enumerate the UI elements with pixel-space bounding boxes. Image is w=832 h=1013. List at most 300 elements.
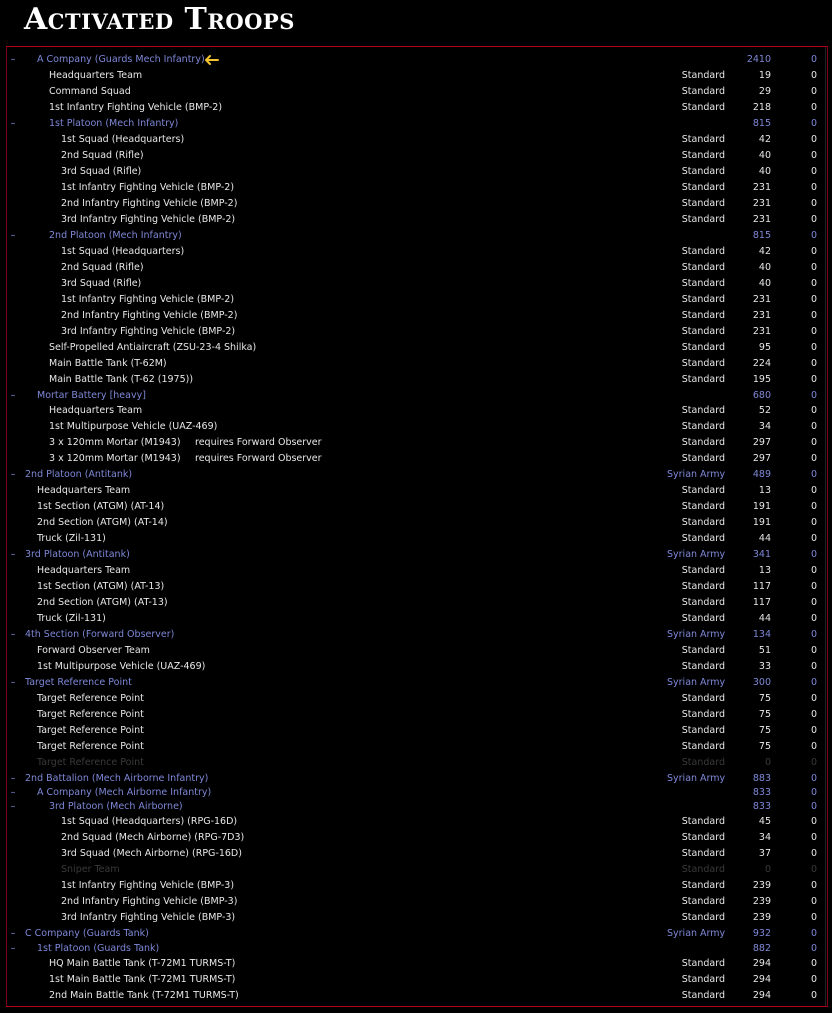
unit-row[interactable] bbox=[7, 579, 827, 595]
collapse-toggle[interactable]: – bbox=[10, 549, 16, 560]
row-points: 40 bbox=[758, 262, 771, 273]
row-points: 231 bbox=[752, 182, 771, 193]
row-extra: 0 bbox=[810, 262, 817, 273]
row-points: 13 bbox=[758, 485, 771, 496]
collapse-toggle[interactable]: – bbox=[10, 772, 16, 784]
row-points: 489 bbox=[752, 469, 771, 480]
collapse-toggle[interactable]: – bbox=[10, 389, 16, 401]
row-label: 2nd Platoon (Mech Infantry) bbox=[49, 230, 182, 241]
row-status: Standard bbox=[681, 134, 725, 145]
unit-row[interactable] bbox=[7, 515, 827, 531]
group-row[interactable] bbox=[7, 467, 827, 483]
row-status: Syrian Army bbox=[667, 628, 726, 640]
row-points: 40 bbox=[758, 278, 771, 289]
row-label: Forward Observer Team bbox=[37, 644, 150, 656]
row-extra: 0 bbox=[810, 246, 817, 257]
row-extra: 0 bbox=[810, 134, 817, 145]
row-status: Standard bbox=[681, 310, 725, 321]
unit-row[interactable] bbox=[7, 84, 827, 100]
troops-panel bbox=[6, 46, 828, 1007]
row-label: 1st Main Battle Tank (T-72M1 TURMS-T) bbox=[49, 973, 236, 985]
unit-row[interactable] bbox=[7, 878, 827, 894]
row-extra: 0 bbox=[810, 214, 817, 225]
row-points: 239 bbox=[752, 911, 771, 923]
collapse-toggle[interactable]: – bbox=[10, 800, 16, 812]
row-status: Standard bbox=[681, 182, 725, 193]
row-extra: 0 bbox=[810, 879, 817, 891]
unit-row[interactable] bbox=[7, 340, 827, 356]
unit-row[interactable] bbox=[7, 180, 827, 196]
unit-row[interactable] bbox=[7, 643, 827, 659]
row-extra: 0 bbox=[810, 676, 817, 688]
unit-row[interactable] bbox=[7, 483, 827, 499]
row-points: 297 bbox=[752, 437, 771, 448]
row-status: Standard bbox=[681, 437, 725, 448]
row-extra: 0 bbox=[810, 895, 817, 907]
row-points: 231 bbox=[752, 310, 771, 321]
group-row[interactable] bbox=[7, 926, 827, 941]
row-status: Standard bbox=[681, 708, 725, 720]
row-extra: 0 bbox=[810, 198, 817, 209]
row-label: 2nd Infantry Fighting Vehicle (BMP-2) bbox=[61, 310, 238, 321]
unit-row[interactable] bbox=[7, 862, 827, 878]
row-status: Standard bbox=[681, 405, 725, 416]
row-extra: 0 bbox=[810, 453, 817, 464]
row-extra: 0 bbox=[810, 549, 817, 560]
row-status: Standard bbox=[681, 644, 725, 656]
row-extra: 0 bbox=[810, 847, 817, 859]
row-status: Standard bbox=[681, 565, 725, 576]
row-status: Standard bbox=[681, 214, 725, 225]
group-row[interactable] bbox=[7, 388, 827, 404]
row-points: 0 bbox=[764, 863, 771, 875]
row-extra: 0 bbox=[810, 278, 817, 289]
row-label: Target Reference Point bbox=[37, 708, 144, 720]
row-points: 75 bbox=[758, 740, 771, 752]
row-label: Headquarters Team bbox=[37, 485, 131, 496]
row-points: 932 bbox=[752, 927, 771, 939]
row-extra: 0 bbox=[810, 294, 817, 305]
unit-row[interactable] bbox=[7, 419, 827, 435]
row-extra: 0 bbox=[810, 708, 817, 720]
row-extra: 0 bbox=[810, 373, 817, 385]
row-status: Standard bbox=[681, 581, 725, 592]
group-row[interactable] bbox=[7, 52, 827, 68]
row-points: 882 bbox=[752, 942, 771, 954]
row-status: Standard bbox=[681, 326, 725, 337]
row-label: 2nd Squad (Rifle) bbox=[61, 150, 144, 161]
row-points: 42 bbox=[758, 246, 771, 257]
row-extra: 0 bbox=[810, 54, 817, 65]
unit-row[interactable] bbox=[7, 659, 827, 675]
collapse-toggle[interactable]: – bbox=[10, 230, 16, 241]
unit-row[interactable] bbox=[7, 972, 827, 988]
unit-row[interactable] bbox=[7, 814, 827, 830]
row-points: 297 bbox=[752, 453, 771, 464]
row-points: 42 bbox=[758, 134, 771, 145]
row-label: 2nd Main Battle Tank (T-72M1 TURMS-T) bbox=[49, 989, 239, 1001]
row-status: Syrian Army bbox=[667, 676, 726, 688]
row-points: 218 bbox=[752, 102, 771, 113]
row-status: Standard bbox=[681, 957, 725, 969]
group-row[interactable] bbox=[7, 771, 827, 786]
row-status: Standard bbox=[681, 815, 725, 827]
row-points: 815 bbox=[752, 118, 771, 129]
row-status: Standard bbox=[681, 863, 725, 875]
row-points: 2410 bbox=[746, 54, 771, 65]
row-extra: 0 bbox=[810, 660, 817, 672]
unit-row[interactable] bbox=[7, 739, 827, 755]
row-points: 34 bbox=[758, 421, 771, 432]
row-label: 1st Infantry Fighting Vehicle (BMP-3) bbox=[61, 879, 235, 891]
unit-row[interactable] bbox=[7, 451, 827, 467]
troop-list bbox=[7, 52, 827, 1004]
collapse-toggle[interactable]: – bbox=[10, 927, 16, 939]
unit-row[interactable] bbox=[7, 988, 827, 1004]
row-extra: 0 bbox=[810, 501, 817, 512]
group-row[interactable] bbox=[7, 547, 827, 563]
row-extra: 0 bbox=[810, 230, 817, 241]
row-label: 1st Infantry Fighting Vehicle (BMP-2) bbox=[61, 182, 235, 193]
row-extra: 0 bbox=[810, 786, 817, 798]
row-points: 294 bbox=[752, 973, 771, 985]
row-status: Standard bbox=[681, 597, 725, 608]
row-extra: 0 bbox=[810, 957, 817, 969]
row-points: 117 bbox=[752, 581, 771, 592]
row-extra: 0 bbox=[810, 973, 817, 985]
row-points: 231 bbox=[752, 214, 771, 225]
row-points: 0 bbox=[764, 756, 771, 768]
row-label: 3rd Squad (Mech Airborne) (RPG-16D) bbox=[61, 847, 242, 859]
row-status: Standard bbox=[681, 831, 725, 843]
row-extra: 0 bbox=[810, 815, 817, 827]
row-status: Standard bbox=[681, 262, 725, 273]
row-label: 3rd Platoon (Antitank) bbox=[25, 549, 130, 560]
group-row[interactable] bbox=[7, 675, 827, 691]
row-label: Target Reference Point bbox=[25, 676, 132, 688]
row-label: 3rd Squad (Rifle) bbox=[61, 278, 142, 289]
row-extra: 0 bbox=[810, 581, 817, 592]
row-label: Command Squad bbox=[49, 86, 131, 97]
row-extra: 0 bbox=[810, 942, 817, 954]
row-label: 1st Squad (Headquarters) bbox=[61, 134, 185, 145]
row-extra: 0 bbox=[810, 389, 817, 401]
row-note: requires Forward Observer bbox=[195, 453, 322, 464]
unit-row[interactable] bbox=[7, 611, 827, 627]
row-status: Standard bbox=[681, 342, 725, 353]
collapse-toggle[interactable]: – bbox=[10, 786, 16, 798]
group-row[interactable] bbox=[7, 800, 827, 814]
row-label: 1st Section (ATGM) (AT-14) bbox=[37, 501, 165, 512]
row-points: 40 bbox=[758, 166, 771, 177]
row-extra: 0 bbox=[810, 597, 817, 608]
row-label: 3rd Infantry Fighting Vehicle (BMP-2) bbox=[61, 326, 236, 337]
unit-row[interactable] bbox=[7, 435, 827, 451]
row-extra: 0 bbox=[810, 628, 817, 640]
row-status: Standard bbox=[681, 501, 725, 512]
row-status: Standard bbox=[681, 613, 725, 624]
row-extra: 0 bbox=[810, 421, 817, 432]
unit-row[interactable] bbox=[7, 356, 827, 372]
row-points: 231 bbox=[752, 198, 771, 209]
row-status: Syrian Army bbox=[667, 469, 726, 480]
row-label: Truck (Zil-131) bbox=[37, 613, 106, 624]
row-status: Standard bbox=[681, 724, 725, 736]
row-label: 1st Multipurpose Vehicle (UAZ-469) bbox=[49, 421, 218, 432]
row-label: 2nd Infantry Fighting Vehicle (BMP-3) bbox=[61, 895, 238, 907]
unit-row[interactable] bbox=[7, 707, 827, 723]
row-extra: 0 bbox=[810, 517, 817, 528]
row-extra: 0 bbox=[810, 863, 817, 875]
row-label: 1st Platoon (Mech Infantry) bbox=[49, 118, 179, 129]
row-extra: 0 bbox=[810, 692, 817, 704]
row-points: 239 bbox=[752, 895, 771, 907]
unit-row[interactable] bbox=[7, 68, 827, 84]
row-status: Standard bbox=[681, 70, 725, 81]
group-row[interactable] bbox=[7, 786, 827, 800]
collapse-toggle[interactable]: – bbox=[10, 469, 16, 480]
row-points: 44 bbox=[758, 533, 771, 544]
row-label: C Company (Guards Tank) bbox=[25, 927, 149, 939]
collapse-toggle[interactable]: – bbox=[10, 54, 16, 65]
row-points: 224 bbox=[752, 357, 771, 369]
unit-row[interactable] bbox=[7, 846, 827, 862]
row-extra: 0 bbox=[810, 102, 817, 113]
collapse-toggle[interactable]: – bbox=[10, 628, 16, 640]
row-status: Standard bbox=[681, 198, 725, 209]
unit-row[interactable] bbox=[7, 164, 827, 180]
row-points: 195 bbox=[752, 373, 771, 385]
row-status: Standard bbox=[681, 357, 725, 369]
row-extra: 0 bbox=[810, 800, 817, 812]
unit-row[interactable] bbox=[7, 691, 827, 707]
group-row[interactable] bbox=[7, 116, 827, 132]
row-extra: 0 bbox=[810, 740, 817, 752]
row-points: 231 bbox=[752, 326, 771, 337]
row-extra: 0 bbox=[810, 756, 817, 768]
row-points: 300 bbox=[752, 676, 771, 688]
row-status: Standard bbox=[681, 879, 725, 891]
row-extra: 0 bbox=[810, 405, 817, 416]
row-label: Mortar Battery [heavy] bbox=[37, 389, 146, 401]
row-status: Standard bbox=[681, 660, 725, 672]
row-label: HQ Main Battle Tank (T-72M1 TURMS-T) bbox=[49, 957, 236, 969]
row-label: 2nd Battalion (Mech Airborne Infantry) bbox=[25, 772, 209, 784]
arrow-left-icon bbox=[205, 55, 219, 65]
row-points: 29 bbox=[758, 86, 771, 97]
row-points: 51 bbox=[758, 644, 771, 656]
row-extra: 0 bbox=[810, 772, 817, 784]
row-points: 44 bbox=[758, 613, 771, 624]
group-row[interactable] bbox=[7, 941, 827, 956]
row-points: 239 bbox=[752, 879, 771, 891]
row-status: Standard bbox=[681, 847, 725, 859]
row-extra: 0 bbox=[810, 724, 817, 736]
row-extra: 0 bbox=[810, 310, 817, 321]
row-note: requires Forward Observer bbox=[195, 437, 322, 448]
row-points: 833 bbox=[752, 786, 771, 798]
row-points: 75 bbox=[758, 724, 771, 736]
row-label: 1st Squad (Headquarters) (RPG-16D) bbox=[61, 815, 238, 827]
row-status: Standard bbox=[681, 278, 725, 289]
row-label: 1st Platoon (Guards Tank) bbox=[37, 942, 160, 954]
unit-row[interactable] bbox=[7, 244, 827, 260]
unit-row[interactable] bbox=[7, 910, 827, 926]
row-status: Standard bbox=[681, 485, 725, 496]
row-label: 1st Infantry Fighting Vehicle (BMP-2) bbox=[49, 102, 223, 113]
row-label: 3rd Squad (Rifle) bbox=[61, 166, 142, 177]
unit-row[interactable] bbox=[7, 755, 827, 771]
unit-row[interactable] bbox=[7, 723, 827, 739]
row-extra: 0 bbox=[810, 326, 817, 337]
row-points: 37 bbox=[758, 847, 771, 859]
row-status: Standard bbox=[681, 246, 725, 257]
row-points: 191 bbox=[752, 501, 771, 512]
row-extra: 0 bbox=[810, 342, 817, 353]
row-label: Main Battle Tank (T-62M) bbox=[49, 357, 167, 369]
row-extra: 0 bbox=[810, 565, 817, 576]
row-label: 1st Infantry Fighting Vehicle (BMP-2) bbox=[61, 294, 235, 305]
row-status: Standard bbox=[681, 756, 725, 768]
row-label: 1st Squad (Headquarters) bbox=[61, 246, 185, 257]
unit-row[interactable] bbox=[7, 894, 827, 910]
collapse-toggle[interactable]: – bbox=[10, 676, 16, 688]
unit-row[interactable] bbox=[7, 196, 827, 212]
row-label: 2nd Infantry Fighting Vehicle (BMP-2) bbox=[61, 198, 238, 209]
unit-row[interactable] bbox=[7, 276, 827, 292]
row-points: 680 bbox=[752, 389, 771, 401]
row-status: Syrian Army bbox=[667, 549, 726, 560]
row-label: Truck (Zil-131) bbox=[37, 533, 106, 544]
row-label: Main Battle Tank (T-62 (1975)) bbox=[49, 373, 194, 385]
row-label: 2nd Squad (Mech Airborne) (RPG-7D3) bbox=[61, 831, 245, 843]
unit-row[interactable] bbox=[7, 956, 827, 972]
unit-row[interactable] bbox=[7, 308, 827, 324]
collapse-toggle[interactable]: – bbox=[10, 118, 16, 129]
row-status: Standard bbox=[681, 166, 725, 177]
row-status: Standard bbox=[681, 989, 725, 1001]
row-label: A Company (Guards Mech Infantry) bbox=[37, 54, 205, 65]
row-points: 75 bbox=[758, 692, 771, 704]
row-label: Headquarters Team bbox=[49, 405, 143, 416]
unit-row[interactable] bbox=[7, 499, 827, 515]
collapse-toggle[interactable]: – bbox=[10, 942, 16, 954]
row-extra: 0 bbox=[810, 357, 817, 369]
row-status: Standard bbox=[681, 692, 725, 704]
unit-row[interactable] bbox=[7, 403, 827, 419]
row-extra: 0 bbox=[810, 150, 817, 161]
row-label: 3rd Platoon (Mech Airborne) bbox=[49, 800, 183, 812]
row-status: Standard bbox=[681, 373, 725, 385]
row-extra: 0 bbox=[810, 613, 817, 624]
row-label: 2nd Platoon (Antitank) bbox=[25, 469, 133, 480]
row-extra: 0 bbox=[810, 437, 817, 448]
row-extra: 0 bbox=[810, 644, 817, 656]
row-status: Standard bbox=[681, 911, 725, 923]
row-points: 117 bbox=[752, 597, 771, 608]
row-label: 3 x 120mm Mortar (M1943) bbox=[49, 437, 181, 448]
unit-row[interactable] bbox=[7, 595, 827, 611]
row-status: Syrian Army bbox=[667, 927, 726, 939]
unit-row[interactable] bbox=[7, 531, 827, 547]
page-title: Activated Troops bbox=[24, 2, 295, 37]
unit-row[interactable] bbox=[7, 132, 827, 148]
unit-row[interactable] bbox=[7, 100, 827, 116]
row-points: 34 bbox=[758, 831, 771, 843]
unit-row[interactable] bbox=[7, 148, 827, 164]
row-label: A Company (Mech Airborne Infantry) bbox=[37, 786, 212, 798]
unit-row[interactable] bbox=[7, 563, 827, 579]
row-points: 95 bbox=[758, 342, 771, 353]
row-status: Standard bbox=[681, 453, 725, 464]
row-label: 2nd Section (ATGM) (AT-13) bbox=[37, 597, 168, 608]
unit-row[interactable] bbox=[7, 830, 827, 846]
unit-row[interactable] bbox=[7, 372, 827, 388]
row-label: 1st Multipurpose Vehicle (UAZ-469) bbox=[37, 660, 206, 672]
row-label: Headquarters Team bbox=[37, 565, 131, 576]
row-label: 3 x 120mm Mortar (M1943) bbox=[49, 453, 181, 464]
row-extra: 0 bbox=[810, 469, 817, 480]
row-extra: 0 bbox=[810, 182, 817, 193]
unit-row[interactable] bbox=[7, 212, 827, 228]
row-label: 2nd Squad (Rifle) bbox=[61, 262, 144, 273]
row-points: 40 bbox=[758, 150, 771, 161]
row-points: 191 bbox=[752, 517, 771, 528]
row-label: 3rd Infantry Fighting Vehicle (BMP-3) bbox=[61, 911, 236, 923]
row-extra: 0 bbox=[810, 70, 817, 81]
row-extra: 0 bbox=[810, 989, 817, 1001]
row-extra: 0 bbox=[810, 927, 817, 939]
row-status: Standard bbox=[681, 740, 725, 752]
row-status: Standard bbox=[681, 421, 725, 432]
row-points: 341 bbox=[752, 549, 771, 560]
row-points: 833 bbox=[752, 800, 771, 812]
row-status: Standard bbox=[681, 973, 725, 985]
row-points: 33 bbox=[758, 660, 771, 672]
row-points: 231 bbox=[752, 294, 771, 305]
row-status: Standard bbox=[681, 150, 725, 161]
row-status: Standard bbox=[681, 895, 725, 907]
unit-row[interactable] bbox=[7, 260, 827, 276]
row-label: Sniper Team bbox=[61, 863, 120, 875]
row-points: 883 bbox=[752, 772, 771, 784]
row-points: 19 bbox=[758, 70, 771, 81]
row-extra: 0 bbox=[810, 911, 817, 923]
row-label: 4th Section (Forward Observer) bbox=[25, 628, 175, 640]
group-row[interactable] bbox=[7, 627, 827, 643]
row-status: Standard bbox=[681, 294, 725, 305]
row-status: Standard bbox=[681, 533, 725, 544]
row-extra: 0 bbox=[810, 485, 817, 496]
row-extra: 0 bbox=[810, 831, 817, 843]
row-extra: 0 bbox=[810, 86, 817, 97]
row-points: 13 bbox=[758, 565, 771, 576]
row-label: Headquarters Team bbox=[49, 70, 143, 81]
group-row[interactable] bbox=[7, 228, 827, 244]
row-label: Target Reference Point bbox=[37, 756, 144, 768]
row-points: 134 bbox=[752, 628, 771, 640]
row-label: 2nd Section (ATGM) (AT-14) bbox=[37, 517, 168, 528]
row-points: 52 bbox=[758, 405, 771, 416]
row-points: 45 bbox=[758, 815, 771, 827]
row-extra: 0 bbox=[810, 533, 817, 544]
row-status: Standard bbox=[681, 86, 725, 97]
unit-row[interactable] bbox=[7, 324, 827, 340]
row-label: 1st Section (ATGM) (AT-13) bbox=[37, 581, 165, 592]
unit-row[interactable] bbox=[7, 292, 827, 308]
row-label: Target Reference Point bbox=[37, 740, 144, 752]
row-points: 294 bbox=[752, 989, 771, 1001]
